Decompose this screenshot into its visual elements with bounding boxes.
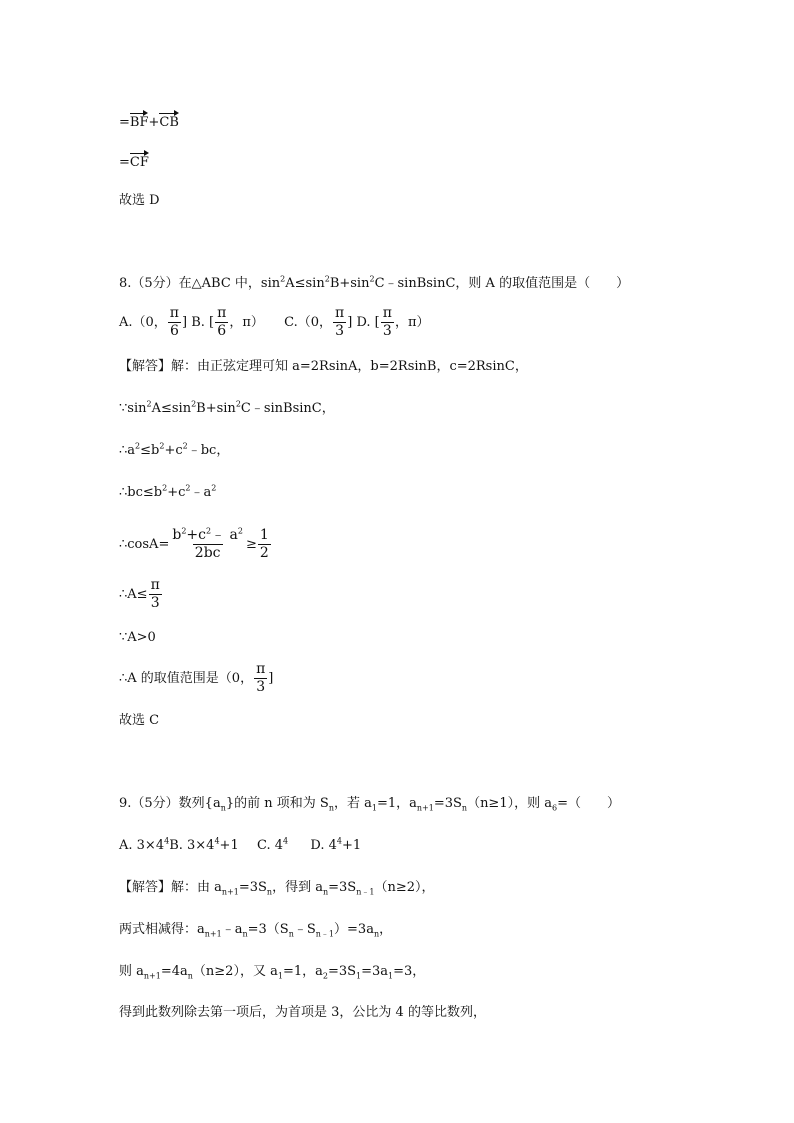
equals-sign: =: [119, 155, 130, 170]
fraction-one-half: $\frac{1}{2}$: [259, 527, 269, 561]
fraction-pi-3: $\frac{\pi}{3}$: [150, 577, 160, 611]
solution-8-line-8: ∴A 的取值范围是（0， $\frac{\pi}{3}$ ]: [119, 661, 274, 695]
question-9-options: [119, 838, 361, 854]
option-a: A.（0， $\frac{\pi}{6}$ ]: [119, 305, 188, 339]
solution-9-line-2: 两式相减得：$a_{n+1}﹣a_n=3(S_n﹣S_{n﹣1})=3a_n$，: [119, 922, 393, 939]
question-8-options: [119, 306, 430, 339]
vector-bf: BF: [130, 112, 149, 131]
question-8-stem: 8.（5分）在△ABC 中，$\sin^2A\le\sin^2B+\sin^2C﹣sinBsinC$，则 A 的取值范围是（ ）: [119, 274, 630, 291]
answer-7: 故选 D: [119, 193, 160, 208]
solution-8-line-4: $\therefore bc\le b^2+c^2﹣a^2$: [119, 483, 217, 500]
vector-line-2: [119, 152, 149, 171]
option-d: D. $4^4+1$: [310, 836, 362, 853]
solution-9-line-3: 则 $a_{n+1}=4a_n(n\ge 2)$，又 $a_1=1$，$a_2=3S_1=3a_1=3$，: [119, 964, 426, 981]
fraction-pi-3: $\frac{\pi}{3}$: [335, 305, 345, 339]
option-c: C.（0， $\frac{\pi}{3}$ ]: [284, 305, 353, 339]
answer-8: 故选 C: [119, 713, 160, 728]
option-b: B. $3\times 4^4+1$: [169, 836, 239, 853]
option-a: A. $3\times 4^4$: [119, 836, 170, 853]
option-c: C. $4^4$: [257, 836, 289, 853]
option-d: D. [ $\frac{\pi}{3}$ ，π）: [356, 305, 430, 339]
fraction-cos-a: $\frac{b^2+c^2﹣ a^2}{2bc}$: [172, 526, 243, 561]
fraction-pi-6: $\frac{\pi}{6}$: [217, 305, 227, 339]
vector-cb: CB: [159, 112, 179, 131]
vector-cf: CF: [130, 152, 149, 171]
solution-8-line-2: $\because\sin^2A\le\sin^2B+\sin^2C﹣sinBsinC$，: [119, 399, 335, 416]
option-b: B. [ $\frac{\pi}{6}$ ，π）: [191, 305, 264, 339]
vector-line-1: [119, 112, 179, 131]
equals-sign: =: [119, 115, 130, 130]
solution-9-line-1: 【解答】解：由 $a_{n+1}=3S_n$，得到 $a_n=3S_{n﹣1}(n\ge 2)$，: [119, 880, 435, 897]
plus-sign: +: [148, 115, 160, 130]
fraction-pi-3: $\frac{\pi}{3}$: [256, 661, 266, 695]
solution-8-line-1: 【解答】解：由正弦定理可知 a=2RsinA，b=2RsinB，c=2RsinC，: [119, 359, 528, 374]
solution-9-line-4: 得到此数列除去第一项后，为首项是 3，公比为 4 的等比数列，: [119, 1005, 486, 1020]
fraction-pi-6: $\frac{\pi}{6}$: [169, 305, 179, 339]
solution-8-line-5: ∴cosA= $\frac{b^2+c^2﹣ a^2}{2bc}$ ≥ $\frac{1}{2}$: [119, 526, 269, 561]
solution-8-line-3: $\therefore a^2\le b^2+c^2﹣bc$，: [119, 441, 230, 458]
solution-8-line-6: ∴A≤ $\frac{\pi}{3}$: [119, 577, 160, 611]
fraction-pi-3: $\frac{\pi}{3}$: [382, 305, 392, 339]
solution-8-line-7: ∵A>0: [119, 630, 156, 645]
question-9-stem: 9.（5分）数列$\{a_n\}$的前 n 项和为 $S_n$，若 $a_1=1$，$a_{n+1}=3S_n(n\ge 1)$，则 $a_6=$（ ）: [119, 796, 620, 813]
